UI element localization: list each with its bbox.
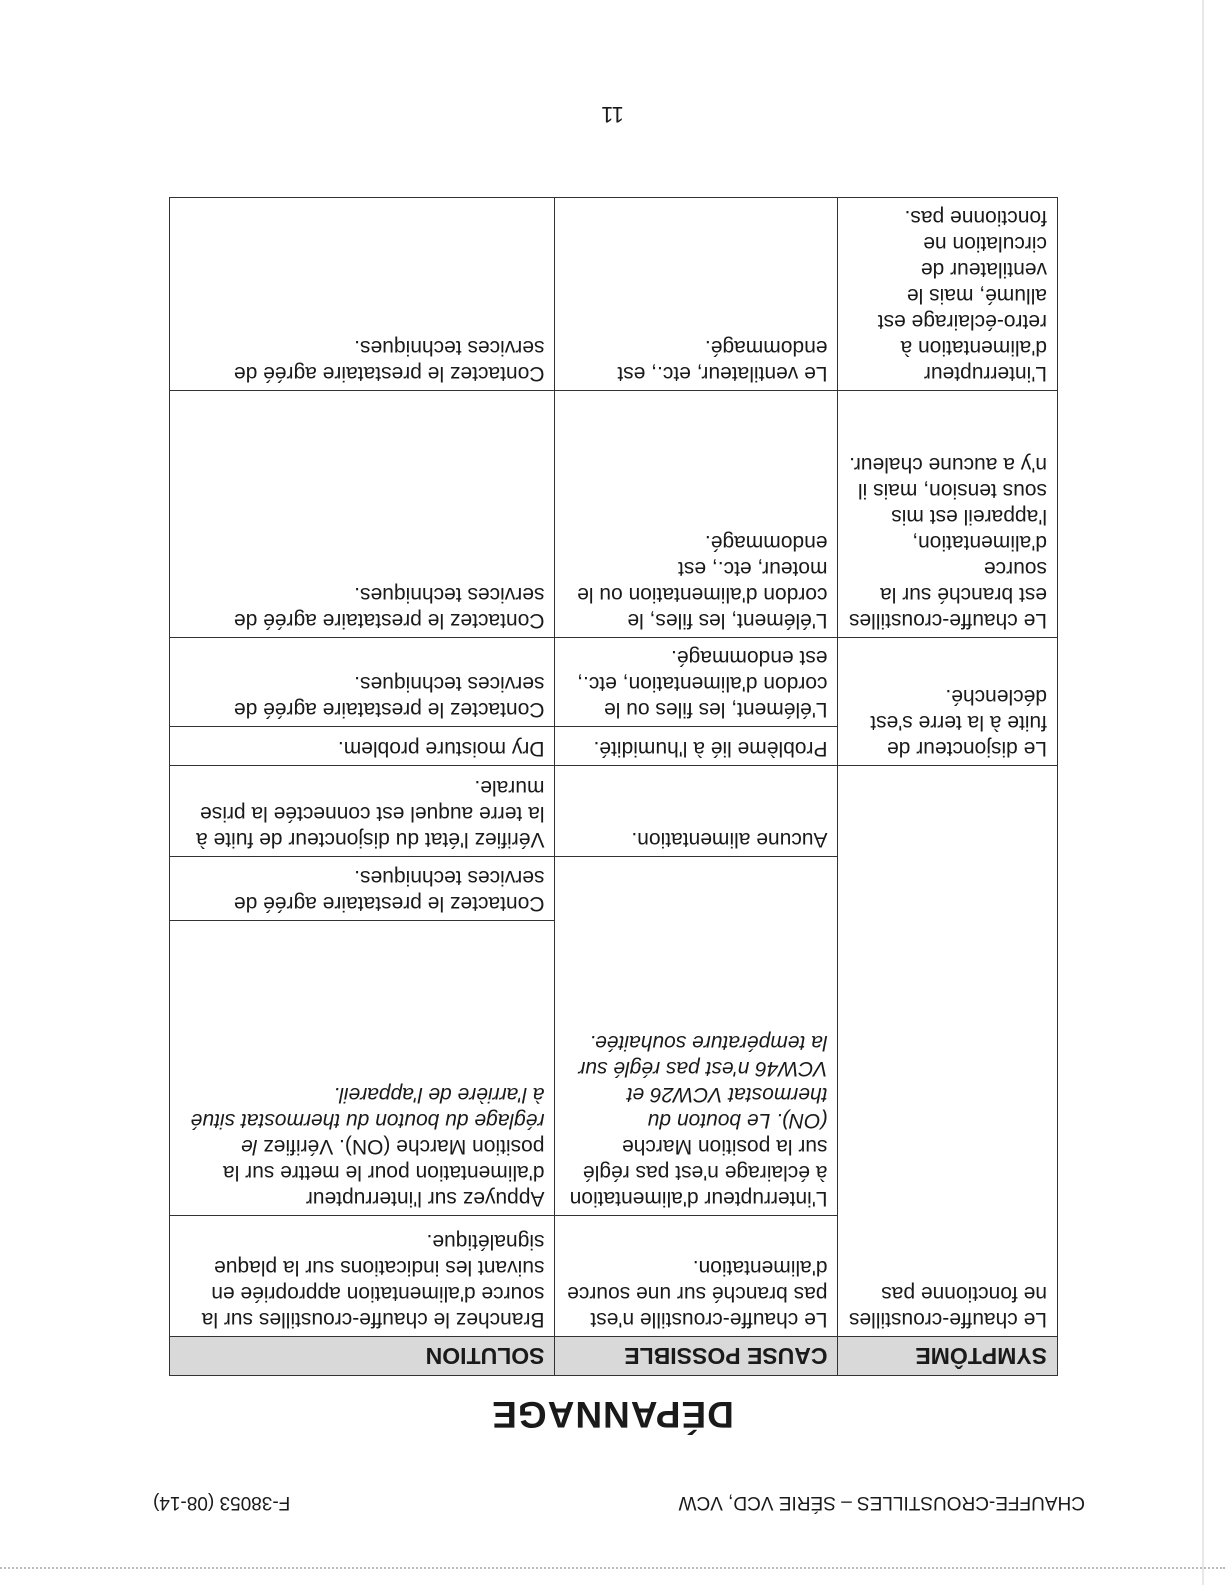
table-row — [170, 198, 1058, 391]
cause-cell — [555, 857, 838, 1216]
cause-cell: Aucune alimentation. — [555, 766, 838, 857]
solution-cell — [170, 921, 555, 1216]
scan-edge-line — [0, 1567, 1225, 1569]
header-solution: SOLUTION — [170, 1337, 555, 1376]
cause-cell: L'élément, les files ou le cordon d'alimentation, etc., est endommagé. — [555, 638, 838, 727]
solution-cell: Dry moisture problem. — [170, 727, 555, 766]
page-title: DÉPANNAGE — [491, 1394, 734, 1435]
solution-text-italic: le réglage du bouton du thermostat situé à l'arrière de l'appareil. — [190, 1083, 545, 1158]
scan-edge-shadow — [1202, 0, 1204, 1585]
page-number: 11 — [601, 102, 624, 127]
troubleshooting-table — [169, 197, 1058, 1376]
symptom-cell: Le chauffe-croustilles est branché sur la source d'alimentation, l'appareil est mis sous tension, mais il n'y a aucune chaleur. — [838, 391, 1058, 638]
cause-text-italic: (ON). Le bouton du thermostat VCW26 et VCW46 n'est pas réglé sur la température souhaitée. — [578, 1031, 828, 1132]
header-cause: CAUSE POSSIBLE — [555, 1337, 838, 1376]
cause-cell: Le chauffe-croustille n'est pas branché sur une source d'alimentation. — [555, 1216, 838, 1337]
table-header-row — [170, 1337, 1058, 1376]
cause-cell: L'élément, les files, le cordon d'alimentation ou le moteur, etc., est endommagé. — [555, 391, 838, 638]
solution-cell: Contactez le prestataire agréé de services techniques. — [170, 198, 555, 391]
table-row — [170, 727, 1058, 766]
cause-cell: Le ventilateur, etc., est endommagé. — [555, 198, 838, 391]
cause-cell: Problème lié à l'humidité. — [555, 727, 838, 766]
symptom-cell: Le chauffe-croustilles ne fonctionne pas — [838, 766, 1058, 1337]
solution-cell: Vérifiez l'état du disjoncteur de fuite à la terre auquel est connectée la prise murale. — [170, 766, 555, 857]
solution-cell: Contactez le prestataire agréé de services techniques. — [170, 857, 555, 921]
document-code: F-38053 (08-14) — [153, 1492, 291, 1513]
page-header — [153, 1485, 1085, 1513]
table-row — [170, 1216, 1058, 1337]
document-title: CHAUFFE-CROUSTILLES – SÉRIE VCD, VCW — [678, 1492, 1085, 1513]
solution-cell: Contactez le prestataire agréé de services techniques. — [170, 391, 555, 638]
solution-cell: Branchez le chauffe-croustilles sur la source d'alimentation appropriée en suivant les indications sur la plaque signalétique. — [170, 1216, 555, 1337]
header-symptom: SYMPTÔME — [838, 1337, 1058, 1376]
symptom-cell: Le disjoncteur de fuite à la terre s'est déclenché. — [838, 638, 1058, 766]
cause-text: L'interrupteur d'alimentation à éclairage n'est pas réglé sur la position Marche — [569, 1135, 828, 1210]
symptom-cell: L'interrupteur d'alimentation à retro-éclairage est allumé, mais le ventilateur de circulation ne fonctionne pas. — [838, 198, 1058, 391]
solution-cell: Contactez le prestataire agréé de services techniques. — [170, 638, 555, 727]
solution-text: Appuyez sur l'interrupteur d'alimentation pour le mettre sur la position Marche (ON). Vérifiez — [222, 1135, 545, 1210]
table-row — [170, 391, 1058, 638]
